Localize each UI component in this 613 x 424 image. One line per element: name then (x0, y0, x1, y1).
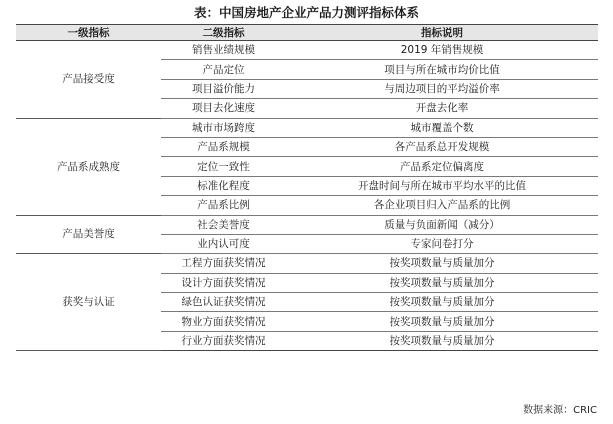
table-title: 表：中国房地产企业产品力测评指标体系 (193, 5, 419, 20)
header-level1: 一级指标 (16, 25, 161, 41)
header-level2: 二级指标 (161, 25, 286, 41)
indicator-cell: 项目去化速度 (161, 99, 286, 118)
indicator-cell: 业内认可度 (161, 234, 286, 253)
group-name-maturity: 产品系成熟度 (16, 118, 161, 215)
description-cell: 专家问卷打分 (286, 234, 598, 253)
indicator-cell: 工程方面获奖情况 (161, 254, 286, 273)
description-cell: 按奖项数量与质量加分 (286, 293, 598, 312)
indicator-cell: 城市市场跨度 (161, 118, 286, 137)
indicator-cell: 绿色认证获奖情况 (161, 293, 286, 312)
indicator-cell: 定位一致性 (161, 157, 286, 176)
indicator-cell: 产品系规模 (161, 137, 286, 156)
group-name-awards: 获奖与认证 (16, 254, 161, 351)
description-cell: 城市覆盖个数 (286, 118, 598, 137)
header-description: 指标说明 (286, 25, 598, 41)
description-cell: 产品系定位偏离度 (286, 157, 598, 176)
indicator-cell: 标准化程度 (161, 176, 286, 195)
indicator-cell: 设计方面获奖情况 (161, 273, 286, 292)
indicator-table (16, 24, 598, 351)
indicator-cell: 产品系比例 (161, 196, 286, 215)
description-cell: 按奖项数量与质量加分 (286, 254, 598, 273)
description-cell: 各产品系总开发规模 (286, 137, 598, 156)
group-name-reputation: 产品美誉度 (16, 215, 161, 254)
table-row (16, 254, 598, 273)
data-source: 数据来源：CRIC (523, 405, 597, 416)
indicator-cell: 产品定位 (161, 60, 286, 79)
description-cell: 2019 年销售规模 (286, 41, 598, 60)
table-row (16, 118, 598, 137)
indicator-cell: 销售业绩规模 (161, 41, 286, 60)
description-cell: 与周边项目的平均溢价率 (286, 79, 598, 98)
indicator-cell: 项目溢价能力 (161, 79, 286, 98)
description-cell: 项目与所在城市均价比值 (286, 60, 598, 79)
indicator-cell: 行业方面获奖情况 (161, 331, 286, 350)
indicator-cell: 物业方面获奖情况 (161, 312, 286, 331)
indicator-cell: 社会美誉度 (161, 215, 286, 234)
description-cell: 各企业项目归入产品系的比例 (286, 196, 598, 215)
header-row (16, 25, 598, 41)
description-cell: 开盘时间与所在城市平均水平的比值 (286, 176, 598, 195)
group-name-acceptance: 产品接受度 (16, 41, 161, 119)
table-row (16, 41, 598, 60)
description-cell: 按奖项数量与质量加分 (286, 312, 598, 331)
table-row (16, 215, 598, 234)
description-cell: 开盘去化率 (286, 99, 598, 118)
description-cell: 按奖项数量与质量加分 (286, 331, 598, 350)
description-cell: 质量与负面新闻（减分） (286, 215, 598, 234)
description-cell: 按奖项数量与质量加分 (286, 273, 598, 292)
